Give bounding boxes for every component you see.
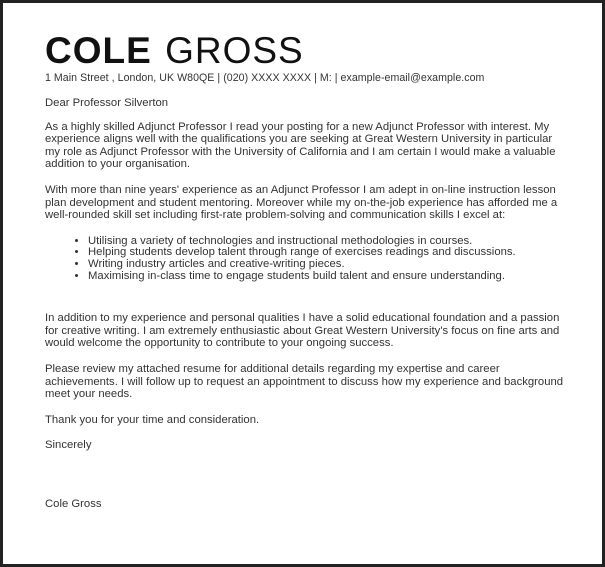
list-item: • Utilising a variety of technologies and instructional methodologies in courses. <box>88 236 565 248</box>
list-item: • Helping students develop talent through range of exercises readings and discussions. <box>88 247 565 259</box>
letter-body <box>45 97 565 510</box>
signoff: Sincerely <box>45 439 92 452</box>
letter-header <box>45 31 484 85</box>
paragraph-intro: As a highly skilled Adjunct Professor I read your posting for a new Adjunct Professor with interest. My experience aligns well with the qualifications you are seeking at Great Western University in particular my role as Adjunct Professor with the University of California and I am certain I would make a valuable addition to your organisation. <box>45 120 556 171</box>
paragraph-experience: With more than nine years' experience as an Adjunct Professor I am adept in on-line instruction lesson plan development and student mentoring. Moreover while my on-the-job experience has afforded me a well-rounded skill set including first-rate problem-solving and communication skills I excel at: <box>45 183 558 222</box>
paragraph-education: In addition to my experience and personal qualities I have a solid educational foundation and a passion for creative writing. I am extremely enthusiastic about Great Western University's focus on fine arts and would welcome the opportunity to contribute to your ongoing success. <box>45 312 560 350</box>
applicant-name <box>45 31 484 71</box>
list-item: • Maximising in-class time to engage students build talent and ensure understanding. <box>88 271 565 283</box>
list-item: • Writing industry articles and creative-writing pieces. <box>88 259 565 271</box>
salutation: Dear Professor Silverton <box>45 97 169 109</box>
contact-line: 1 Main Street , London, UK W80QE | (020) XXXX XXXX | M: | example-email@example.com <box>45 72 485 84</box>
signature-name: Cole Gross <box>45 497 102 510</box>
first-name: COLE <box>45 30 152 71</box>
paragraph-followup: Please review my attached resume for additional details regarding my expertise and career achievements. I will follow up to request an appointment to discuss how my experience and background meet your needs. <box>45 362 564 401</box>
last-name: GROSS <box>165 30 304 71</box>
closing-line: Thank you for your time and consideration. <box>45 413 260 426</box>
skills-list <box>45 236 565 282</box>
